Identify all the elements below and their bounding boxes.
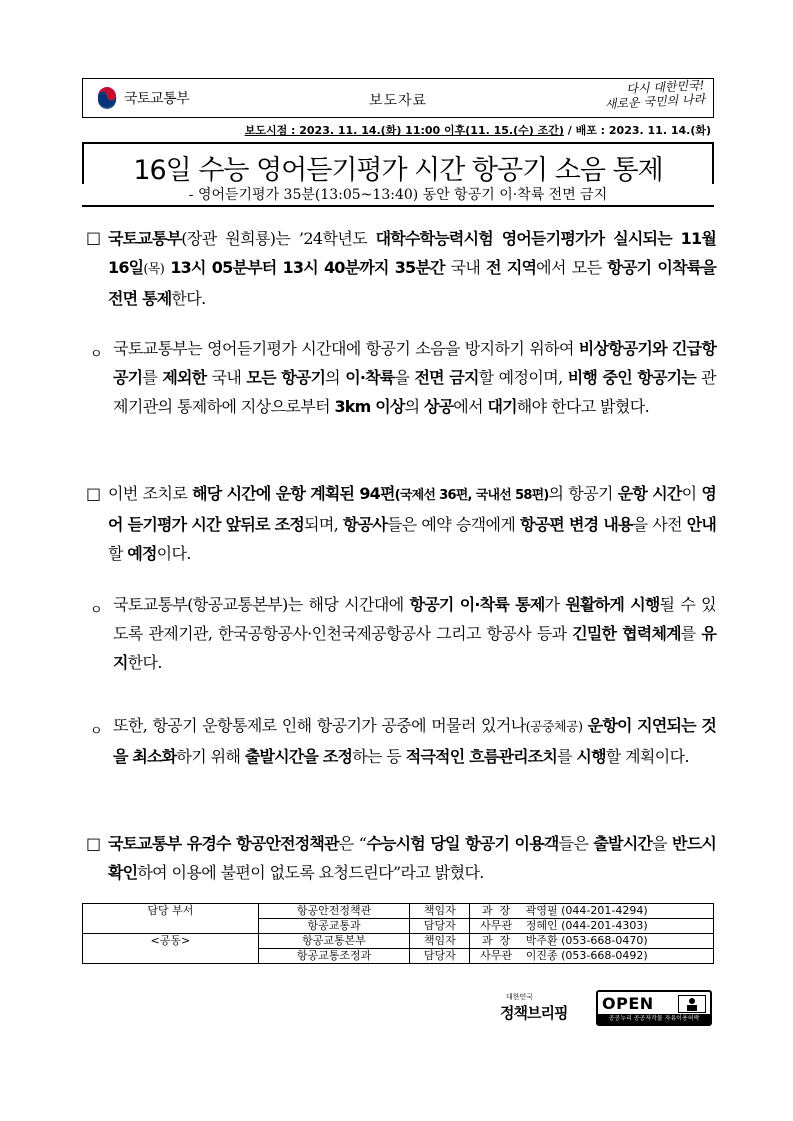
kogl-open-logo: OPEN 공공누리 공공저작물 자유이용허락 (596, 990, 712, 1026)
contact-role: 책임자 (410, 904, 470, 919)
paragraph-3: 이번 조치로 해당 시간에 운항 계획된 94편(국제선 36편, 국내선 58편)의 항공기 운항 시간이 영어 듣기평가 시간 앞뒤로 조정되며, 항공사들은 예약 승객에게 항공편 변경 내용을 사전 안내할 예정이다. (108, 484, 717, 563)
contact-person: 곽영필 (044-201-4294) (522, 904, 714, 919)
contact-role: 담당자 (410, 919, 470, 934)
title-box (82, 142, 714, 184)
contact-group: <공동> (83, 934, 259, 949)
contact-role: 책임자 (410, 934, 470, 949)
document-type: 보도자료 (368, 93, 428, 109)
contact-title: 사무관 (470, 949, 522, 964)
distribution-time: / 배포 : 2023. 11. 14.(화) (563, 124, 711, 137)
contact-person: 이진종 (053-668-0492) (522, 949, 714, 964)
circle-bullet: ㅇ (90, 603, 103, 618)
contact-title: 과 장 (470, 904, 522, 919)
contact-person: 정혜인 (044-201-4303) (522, 919, 714, 934)
subtitle: - 영어듣기평가 35분(13:05~13:40) 동안 항공기 이·착륙 전면 금지 (188, 187, 608, 203)
embargo-line (245, 122, 711, 138)
contact-dept: 항공교통조정과 (258, 949, 410, 964)
square-bullet: □ (86, 834, 102, 853)
title-divider (82, 205, 714, 207)
table-row (83, 919, 714, 934)
square-bullet: □ (86, 484, 102, 503)
slogan-line-2: 새로운 국민의 나라 (604, 92, 706, 112)
contact-role: 담당자 (410, 949, 470, 964)
paragraph-6: 국토교통부 유경수 항공안전정책관은 “수능시험 당일 항공기 이용객들은 출발시간을 반드시 확인하여 이용에 불편이 없도록 요청드린다”라고 밝혔다. (108, 834, 717, 882)
page-title: 16일 수능 영어듣기평가 시간 항공기 소음 통제 (133, 155, 663, 186)
contact-person: 박주환 (053-668-0470) (522, 934, 714, 949)
contact-dept: 항공교통과 (258, 919, 410, 934)
header-box (82, 78, 714, 118)
paragraph-4: 국토교통부(항공교통본부)는 해당 시간대에 항공기 이·착륙 통제가 원활하게 시행될 수 있도록 관제기관, 한국공항공사·인천국제공항공사 그리고 항공사 등과 긴밀한 협력체계를 유지한다. (113, 595, 717, 672)
contact-dept: 항공안전정책관 (258, 904, 410, 919)
contact-group: 담당 부서 (83, 904, 259, 919)
table-row (83, 949, 714, 964)
person-icon (678, 995, 706, 1013)
policy-briefing-logo: 대한민국 정책브리핑 (500, 993, 568, 1022)
paragraph-5: 또한, 항공기 운항통제로 인해 항공기가 공중에 머물러 있거나(공중체공) 운항이 지연되는 것을 최소화하기 위해 출발시간을 조정하는 등 적극적인 흐름관리조치를 시행할 계획이다. (113, 716, 716, 766)
contact-dept: 항공교통본부 (258, 934, 410, 949)
contact-group (83, 949, 259, 964)
paragraph-2: 국토교통부는 영어듣기평가 시간대에 항공기 소음을 방지하기 위하여 비상항공기와 긴급항공기를 제외한 국내 모든 항공기의 이·착륙을 전면 금지할 예정이며, 비행 중인 항공기는 관제기관의 통제하에 지상으로부터 3km 이상의 상공에서 대기해야 한다고 밝혔다. (113, 339, 716, 416)
contact-group (83, 919, 259, 934)
contact-table (82, 903, 714, 964)
slogan (554, 78, 706, 120)
contact-title: 과 장 (470, 934, 522, 949)
footer-logos (500, 990, 714, 1030)
circle-bullet: ㅇ (90, 724, 103, 739)
slogan-line-1: 다시 대한민국! (625, 78, 705, 97)
paragraph-1: 국토교통부(장관 원희룡)는 ’24학년도 대학수학능력시험 영어듣기평가가 실시되는 11월 16일(목) 13시 05분부터 13시 40분까지 35분간 국내 전 지역에서 모든 항공기 이착륙을 전면 통제한다. (108, 229, 716, 308)
release-time: 보도시점 : 2023. 11. 14.(화) 11:00 이후(11. 15.(수) 조간) (244, 124, 564, 137)
square-bullet: □ (86, 228, 102, 247)
table-row (83, 934, 714, 949)
circle-bullet: ㅇ (90, 347, 103, 362)
table-row (83, 904, 714, 919)
contact-title: 사무관 (470, 919, 522, 934)
agency-name: 국토교통부 (124, 91, 190, 107)
